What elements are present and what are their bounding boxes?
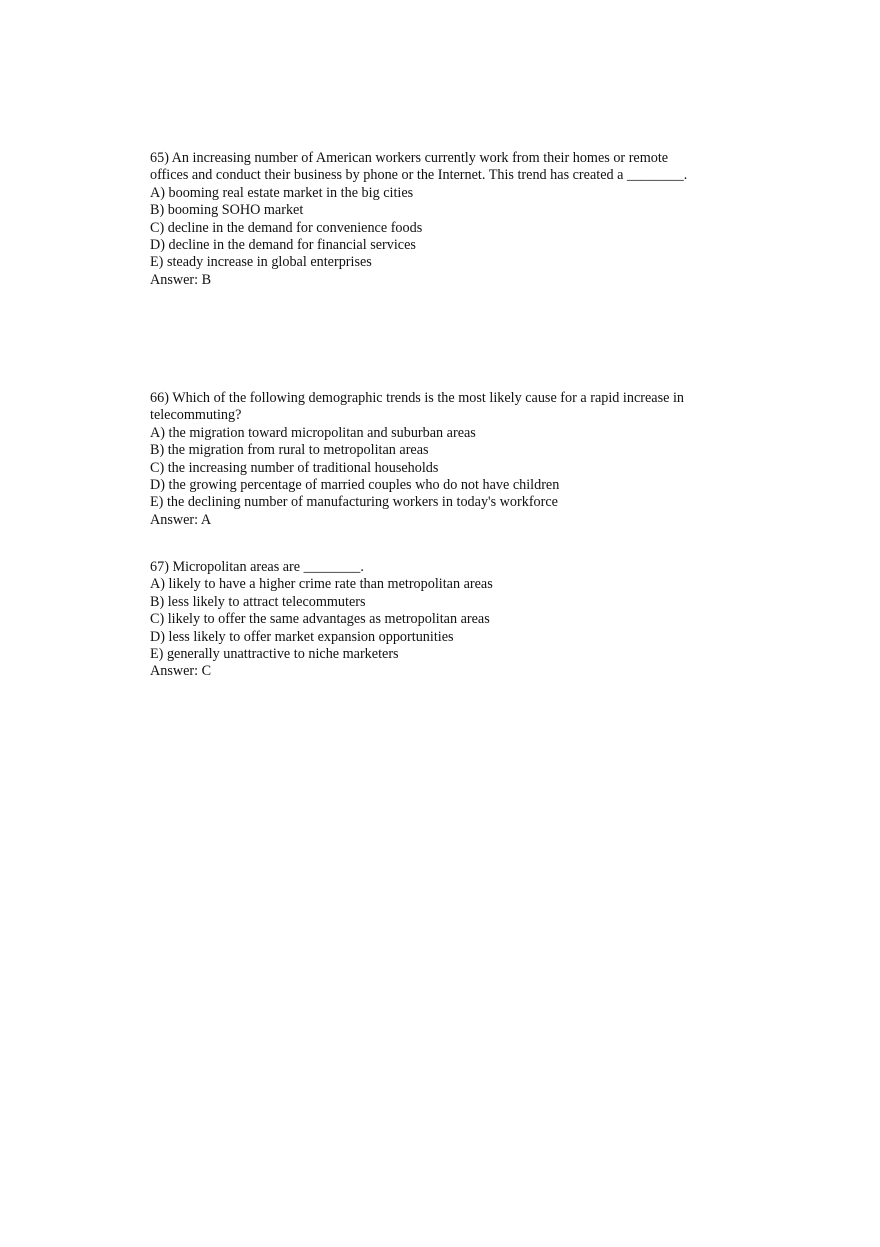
answer-options [150, 425, 750, 512]
option-e: E) steady increase in global enterprises [150, 254, 372, 271]
option-a: A) booming real estate market in the big cities [150, 184, 414, 201]
option-d: D) less likely to offer market expansion opportunities [150, 628, 454, 645]
option-a: A) likely to have a higher crime rate than metropolitan areas [150, 576, 493, 593]
option-c: C) likely to offer the same advantages as metropolitan areas [150, 611, 490, 628]
question-stem [150, 390, 750, 425]
question-stem [150, 559, 750, 576]
answer-options [150, 185, 750, 272]
question-67 [150, 559, 750, 681]
question-stem-line: 66) Which of the following demographic trends is the most likely cause for a rapid increase in [150, 390, 684, 406]
option-c: C) the increasing number of traditional households [150, 459, 439, 476]
question-65 [150, 150, 750, 289]
option-e: E) the declining number of manufacturing workers in today's workforce [150, 494, 558, 511]
question-stem [150, 150, 750, 185]
answer-line: Answer: C [150, 663, 212, 680]
option-d: D) the growing percentage of married couples who do not have children [150, 477, 560, 494]
option-c: C) decline in the demand for convenience foods [150, 219, 423, 236]
question-stem-line: offices and conduct their business by phone or the Internet. This trend has created a ________. [150, 167, 688, 184]
question-stem-line: 67) Micropolitan areas are ________. [150, 559, 364, 575]
option-a: A) the migration toward micropolitan and suburban areas [150, 424, 476, 441]
option-b: B) the migration from rural to metropolitan areas [150, 442, 429, 459]
question-stem-line: telecommuting? [150, 407, 242, 424]
answer-line: Answer: B [150, 271, 212, 288]
answer-line: Answer: A [150, 511, 212, 528]
answer-options [150, 576, 750, 663]
option-e: E) generally unattractive to niche marketers [150, 646, 399, 663]
option-b: B) booming SOHO market [150, 202, 304, 219]
question-stem-line: 65) An increasing number of American workers currently work from their homes or remote [150, 150, 669, 166]
option-d: D) decline in the demand for financial services [150, 237, 416, 254]
option-b: B) less likely to attract telecommuters [150, 593, 366, 610]
question-66 [150, 390, 750, 529]
